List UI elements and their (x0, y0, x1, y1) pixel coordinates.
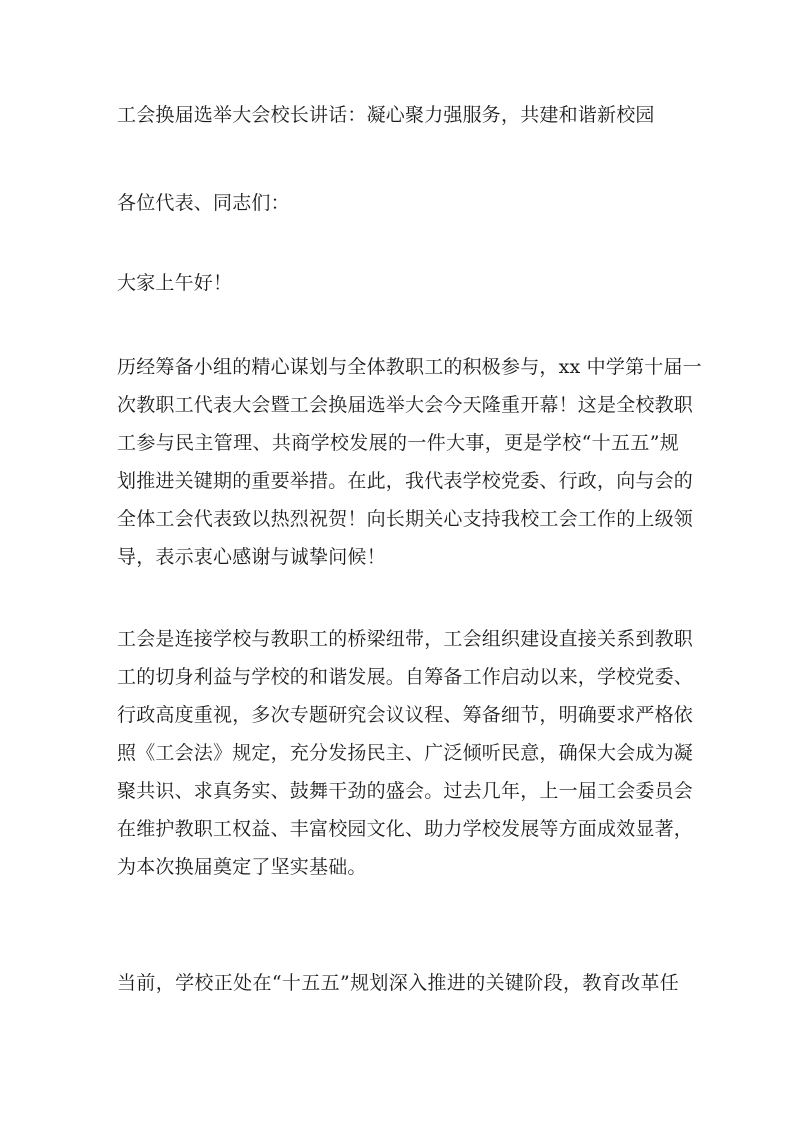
paragraph-line: 聚共识、求真务实、鼓舞干劲的盛会。过去几年，上一届工会委员会 (117, 780, 694, 802)
salutation: 各位代表、同志们： (117, 192, 290, 214)
paragraph-line: 历经筹备小组的精心谋划与全体教职工的积极参与，xx 中学第十届一 (117, 356, 702, 378)
paragraph-line: 全体工会代表致以热烈祝贺！向长期关心支持我校工会工作的上级领 (117, 508, 694, 530)
paragraph-line: 当前，学校正处在“十五五”规划深入推进的关键阶段，教育改革任 (117, 972, 679, 994)
paragraph-line: 为本次换届奠定了坚实基础。 (117, 856, 367, 878)
paragraph-line: 工的切身利益与学校的和谐发展。自筹备工作启动以来，学校党委、 (117, 666, 694, 688)
paragraph-line: 行政高度重视，多次专题研究会议议程、筹备细节，明确要求严格依 (117, 704, 694, 726)
paragraph-line: 划推进关键期的重要举措。在此，我代表学校党委、行政，向与会的 (117, 470, 694, 492)
paragraph-line: 导，表示衷心感谢与诚挚问候！ (117, 546, 386, 568)
paragraph-line: 工参与民主管理、共商学校发展的一件大事，更是学校“十五五”规 (117, 432, 679, 454)
paragraph-line: 照《工会法》规定，充分发扬民主、广泛倾听民意，确保大会成为凝 (117, 742, 694, 764)
paragraph-line: 工会是连接学校与教职工的桥梁纽带，工会组织建设直接关系到教职 (117, 628, 694, 650)
greeting: 大家上午好！ (117, 272, 233, 294)
paragraph-line: 次教职工代表大会暨工会换届选举大会今天隆重开幕！这是全校教职 (117, 394, 694, 416)
paragraph-line: 在维护教职工权益、丰富校园文化、助力学校发展等方面成效显著， (117, 818, 694, 840)
document-title: 工会换届选举大会校长讲话：凝心聚力强服务，共建和谐新校园 (117, 104, 655, 126)
